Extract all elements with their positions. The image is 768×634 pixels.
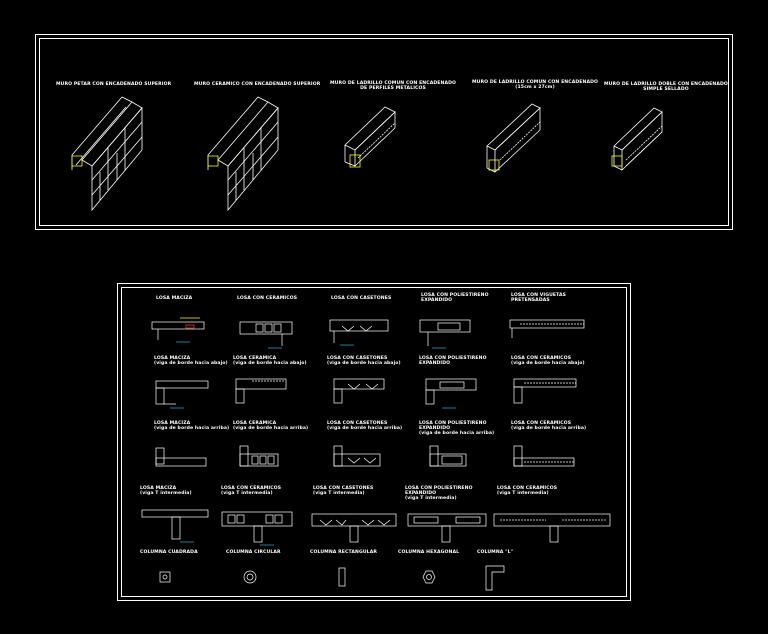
- slab-drawing-r2-2: [236, 379, 286, 403]
- slab-label-r2-2: LOSA CERAMICA (viga de borde hacia abajo): [233, 356, 307, 366]
- wall-label-1: MURO PETAR CON ENCADENADO SUPERIOR: [56, 82, 172, 87]
- slab-drawing-r3-5: [514, 446, 574, 466]
- slab-drawing-r2-5: [514, 379, 576, 403]
- slab-label-r4-2: LOSA CON CERAMICOS (viga T intermedia): [221, 486, 282, 496]
- slab-drawing-r4-1: [142, 510, 208, 539]
- column-drawing-square: [160, 572, 170, 582]
- slab-drawing-r2-1: [156, 381, 208, 404]
- slab-drawing-r4-5: [494, 514, 610, 542]
- slab-drawing-r1-4: [420, 320, 470, 346]
- dimension-marks: [170, 342, 456, 545]
- slab-label-r3-2: LOSA CERAMICA (viga de borde hacia arriba): [233, 421, 309, 431]
- slab-label-r1-5: LOSA CON VIGUETAS PRETENSADAS: [511, 293, 567, 303]
- slab-drawing-r1-2: [240, 322, 292, 346]
- slab-drawing-r3-2: [240, 446, 278, 466]
- slab-label-r1-4: LOSA CON POLIESTIRENO EXPANDIDO: [421, 293, 489, 303]
- slab-label-r3-3: LOSA CON CASETONES (viga de borde hacia arriba): [327, 421, 403, 431]
- column-label-4: COLUMNA HEXAGONAL: [398, 550, 460, 555]
- slab-label-r3-4: LOSA CON POLIESTIRENO EXPANDIDO (viga de borde hacia arriba): [419, 421, 495, 436]
- slab-label-r4-1: LOSA MACIZA (viga T intermedia): [140, 486, 192, 496]
- slab-drawing-r1-5: [510, 320, 584, 338]
- column-label-5: COLUMNA "L": [477, 550, 514, 555]
- slab-label-r3-1: LOSA MACIZA (viga de borde hacia arriba): [154, 421, 230, 431]
- column-label-1: COLUMNA CUADRADA: [140, 550, 198, 555]
- wall-label-2: MURO CERAMICO CON ENCADENADO SUPERIOR: [194, 82, 321, 87]
- slab-drawing-r1-3: [330, 320, 388, 343]
- slab-drawing-r3-1: [156, 448, 206, 466]
- slab-label-r4-4: LOSA CON POLIESTIRENO EXPANDIDO (viga T intermedia): [405, 486, 473, 501]
- column-label-3: COLUMNA RECTANGULAR: [310, 550, 377, 555]
- column-drawing-hexagonal: [423, 571, 435, 583]
- slab-drawing-r4-3: [312, 514, 396, 542]
- column-drawing-circular: [244, 571, 256, 583]
- slab-label-r2-5: LOSA CON CERAMICOS (viga de borde hacia abajo): [511, 356, 585, 366]
- slab-label-r2-4: LOSA CON POLIESTIRENO EXPANDIDO: [419, 356, 487, 366]
- slab-drawing-r4-4: [408, 514, 486, 542]
- slab-drawing-r2-3: [334, 379, 384, 403]
- slab-label-r4-5: LOSA CON CERAMICOS (viga T intermedia): [497, 486, 558, 496]
- wall-label-5: MURO DE LADRILLO DOBLE CON ENCADENADO SIMPLE SELLADO: [604, 82, 728, 92]
- slab-drawing-r4-2: [222, 512, 292, 542]
- slab-label-r1-1: LOSA MACIZA: [156, 296, 193, 301]
- slab-drawing-r3-4: [430, 446, 466, 466]
- slab-label-r1-2: LOSA CON CERAMICOS: [237, 296, 298, 301]
- column-drawing-rectangular: [339, 568, 345, 586]
- slab-drawing-r2-4: [426, 379, 476, 404]
- slab-drawing-r1-1: [152, 318, 204, 340]
- slab-label-r4-3: LOSA CON CASETONES (viga T intermedia): [313, 486, 374, 496]
- slab-label-r3-5: LOSA CON CERAMICOS (viga de borde hacia arriba): [511, 421, 587, 431]
- column-drawing-l: [486, 566, 504, 590]
- slab-label-r1-3: LOSA CON CASETONES: [331, 296, 392, 301]
- wall-label-4: MURO DE LADRILLO COMUN CON ENCADENADO (15cm x 27cm): [472, 80, 599, 90]
- wall-label-3: MURO DE LADRILLO COMUN CON ENCADENADO DE PERFILES METALICOS: [330, 81, 457, 91]
- column-label-2: COLUMNA CIRCULAR: [226, 550, 281, 555]
- slab-label-r2-1: LOSA MACIZA (viga de borde hacia abajo): [154, 356, 228, 366]
- slab-drawing-r3-3: [334, 446, 380, 466]
- slab-label-r2-3: LOSA CON CASETONES (viga de borde hacia abajo): [327, 356, 401, 366]
